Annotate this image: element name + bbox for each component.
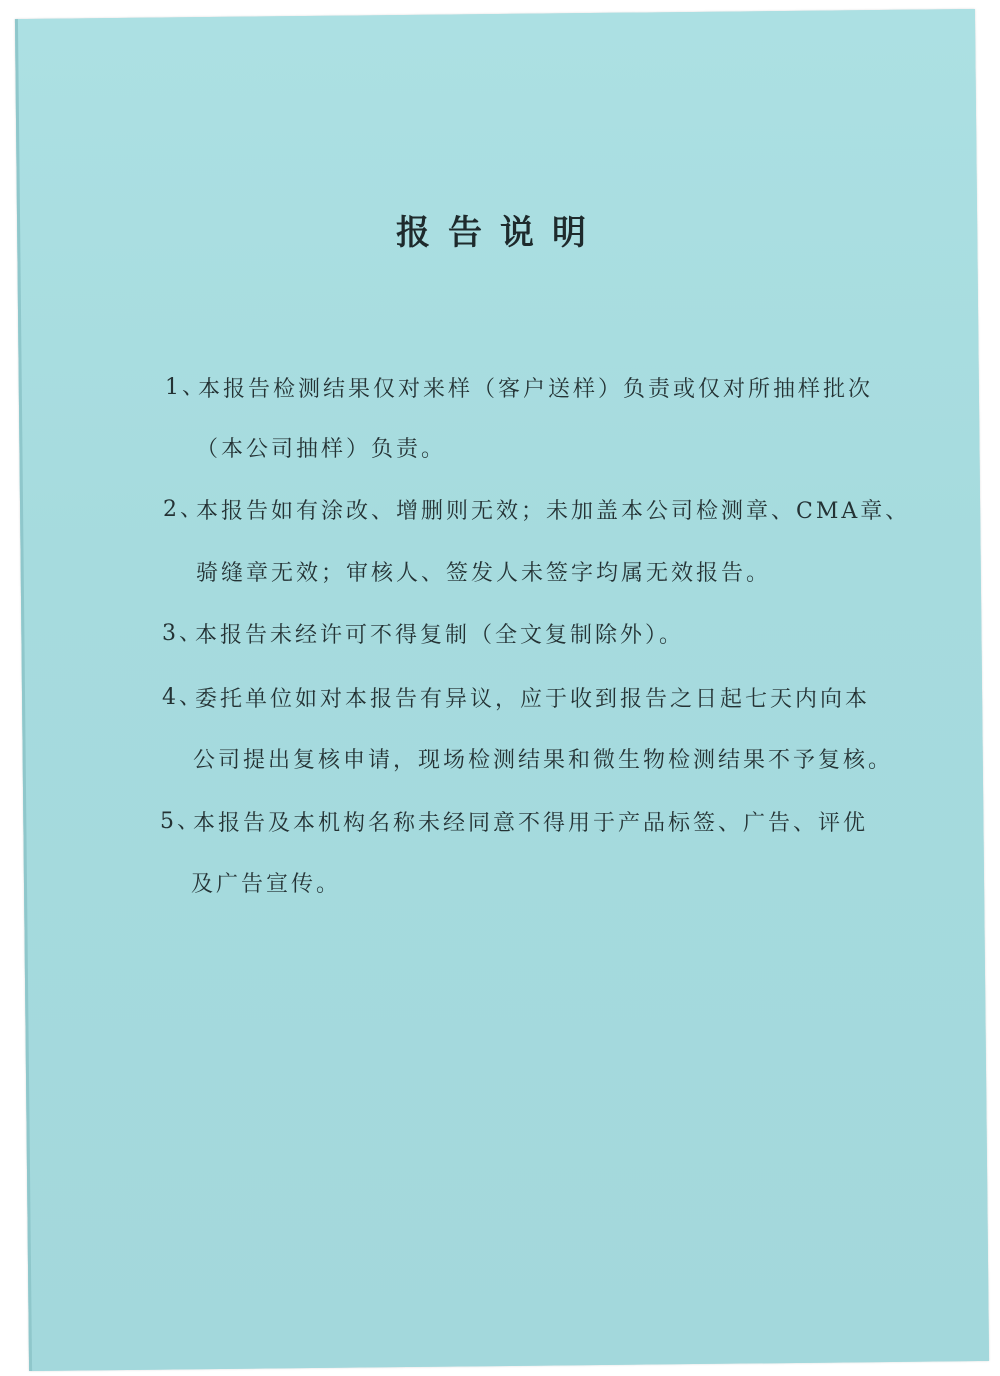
item-2-number: 2、 [163,497,205,522]
item-5-line-2: 及广告宣传。 [191,872,342,897]
item-5-line-1: 本报告及本机构名称未经同意不得用于产品标签、广告、评优 [193,811,869,836]
item-2-line-1: 本报告如有涂改、增删则无效；未加盖本公司检测章、CMA章、 [196,499,911,524]
item-4-line-1: 委托单位如对本报告有异议，应于收到报告之日起七天内向本 [195,687,871,712]
item-4-number: 4、 [162,685,204,710]
item-1-number: 1、 [165,375,207,400]
item-1-line-2: （本公司抽样）负责。 [196,437,447,462]
item-4-line-2: 公司提出复核申请，现场检测结果和微生物检测结果不予复核。 [193,748,894,773]
item-3-number: 3、 [162,621,204,646]
item-3-line-1: 本报告未经许可不得复制（全文复制除外）。 [195,623,685,648]
document-title: 报告说明 [396,213,604,253]
item-5-number: 5、 [160,809,202,834]
item-1-line-1: 本报告检测结果仅对来样（客户送样）负责或仅对所抽样批次 [198,377,874,402]
item-2-line-2: 骑缝章无效；审核人、签发人未签字均属无效报告。 [196,561,772,586]
